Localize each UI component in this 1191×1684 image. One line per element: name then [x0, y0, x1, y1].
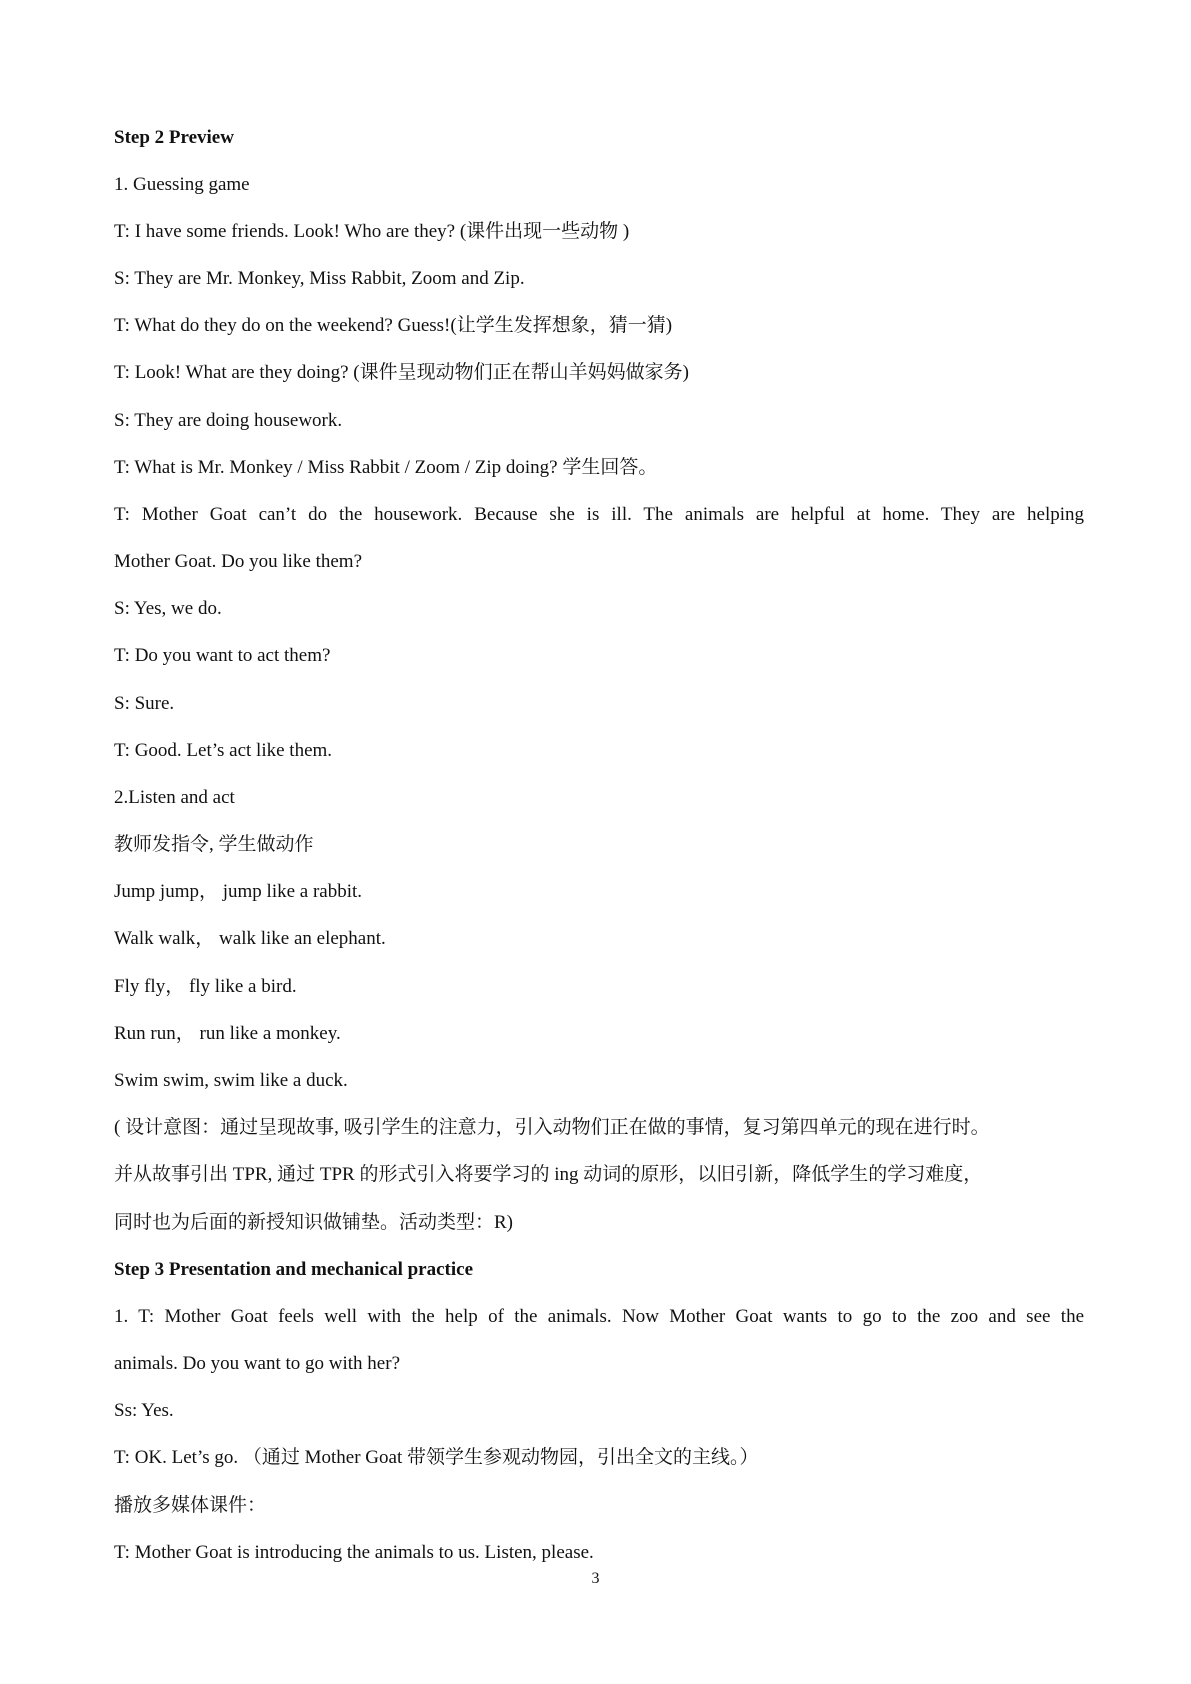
dialogue-line: animals. Do you want to go with her? [114, 1353, 401, 1374]
chant-line: Fly fly， fly like a bird. [114, 976, 297, 997]
dialogue-line: T: I have some friends. Look! Who are they? (课件出现一些动物 ) [114, 221, 630, 242]
instruction-line: 播放多媒体课件： [114, 1495, 267, 1516]
dialogue-line: 1. T: Mother Goat feels well with the help of the animals. Now Mother Goat wants to go to the zoo and see the [114, 1306, 1084, 1327]
step3-heading: Step 3 Presentation and mechanical practice [114, 1259, 474, 1280]
chant-line: Jump jump， jump like a rabbit. [114, 881, 363, 902]
dialogue-line: T: Look! What are they doing? (课件呈现动物们正在帮山羊妈妈做家务) [114, 362, 689, 383]
design-intent-line: 同时也为后面的新授知识做铺垫。活动类型：R) [114, 1212, 514, 1233]
chant-line: Run run， run like a monkey. [114, 1023, 341, 1044]
dialogue-line: S: Sure. [114, 693, 175, 714]
dialogue-line: S: Yes, we do. [114, 598, 222, 619]
dialogue-line: T: Good. Let’s act like them. [114, 740, 333, 761]
page-number: 3 [591, 1570, 600, 1587]
dialogue-line: T: What do they do on the weekend? Guess!(让学生发挥想象，猜一猜) [114, 315, 673, 336]
chant-line: Swim swim, swim like a duck. [114, 1070, 348, 1091]
dialogue-line: T: OK. Let’s go. （通过 Mother Goat 带领学生参观动物园，引出全文的主线。） [114, 1447, 759, 1468]
chant-line: Walk walk， walk like an elephant. [114, 928, 386, 949]
dialogue-line: T: Do you want to act them? [114, 645, 331, 666]
dialogue-line: T: Mother Goat is introducing the animals to us. Listen, please. [114, 1542, 594, 1563]
design-intent-line: 并从故事引出 TPR, 通过 TPR 的形式引入将要学习的 ing 动词的原形，以旧引新，降低学生的学习难度， [114, 1164, 983, 1185]
step2-heading: Step 2 Preview [114, 127, 234, 148]
dialogue-line: S: They are doing housework. [114, 410, 343, 431]
instruction-line: 教师发指令, 学生做动作 [114, 834, 314, 855]
design-intent-line: ( 设计意图：通过呈现故事, 吸引学生的注意力，引入动物们正在做的事情，复习第四单元的现在进行时。 [114, 1117, 990, 1138]
dialogue-line: Ss: Yes. [114, 1400, 174, 1421]
listen-and-act-title: 2.Listen and act [114, 787, 235, 808]
dialogue-line: Mother Goat. Do you like them? [114, 551, 363, 572]
dialogue-line: S: They are Mr. Monkey, Miss Rabbit, Zoom and Zip. [114, 268, 525, 289]
dialogue-line: T: What is Mr. Monkey / Miss Rabbit / Zoom / Zip doing? 学生回答。 [114, 457, 658, 478]
guessing-game-title: 1. Guessing game [114, 174, 250, 195]
dialogue-line: T: Mother Goat can’t do the housework. Because she is ill. The animals are helpful at home. They are helping [114, 504, 1084, 525]
